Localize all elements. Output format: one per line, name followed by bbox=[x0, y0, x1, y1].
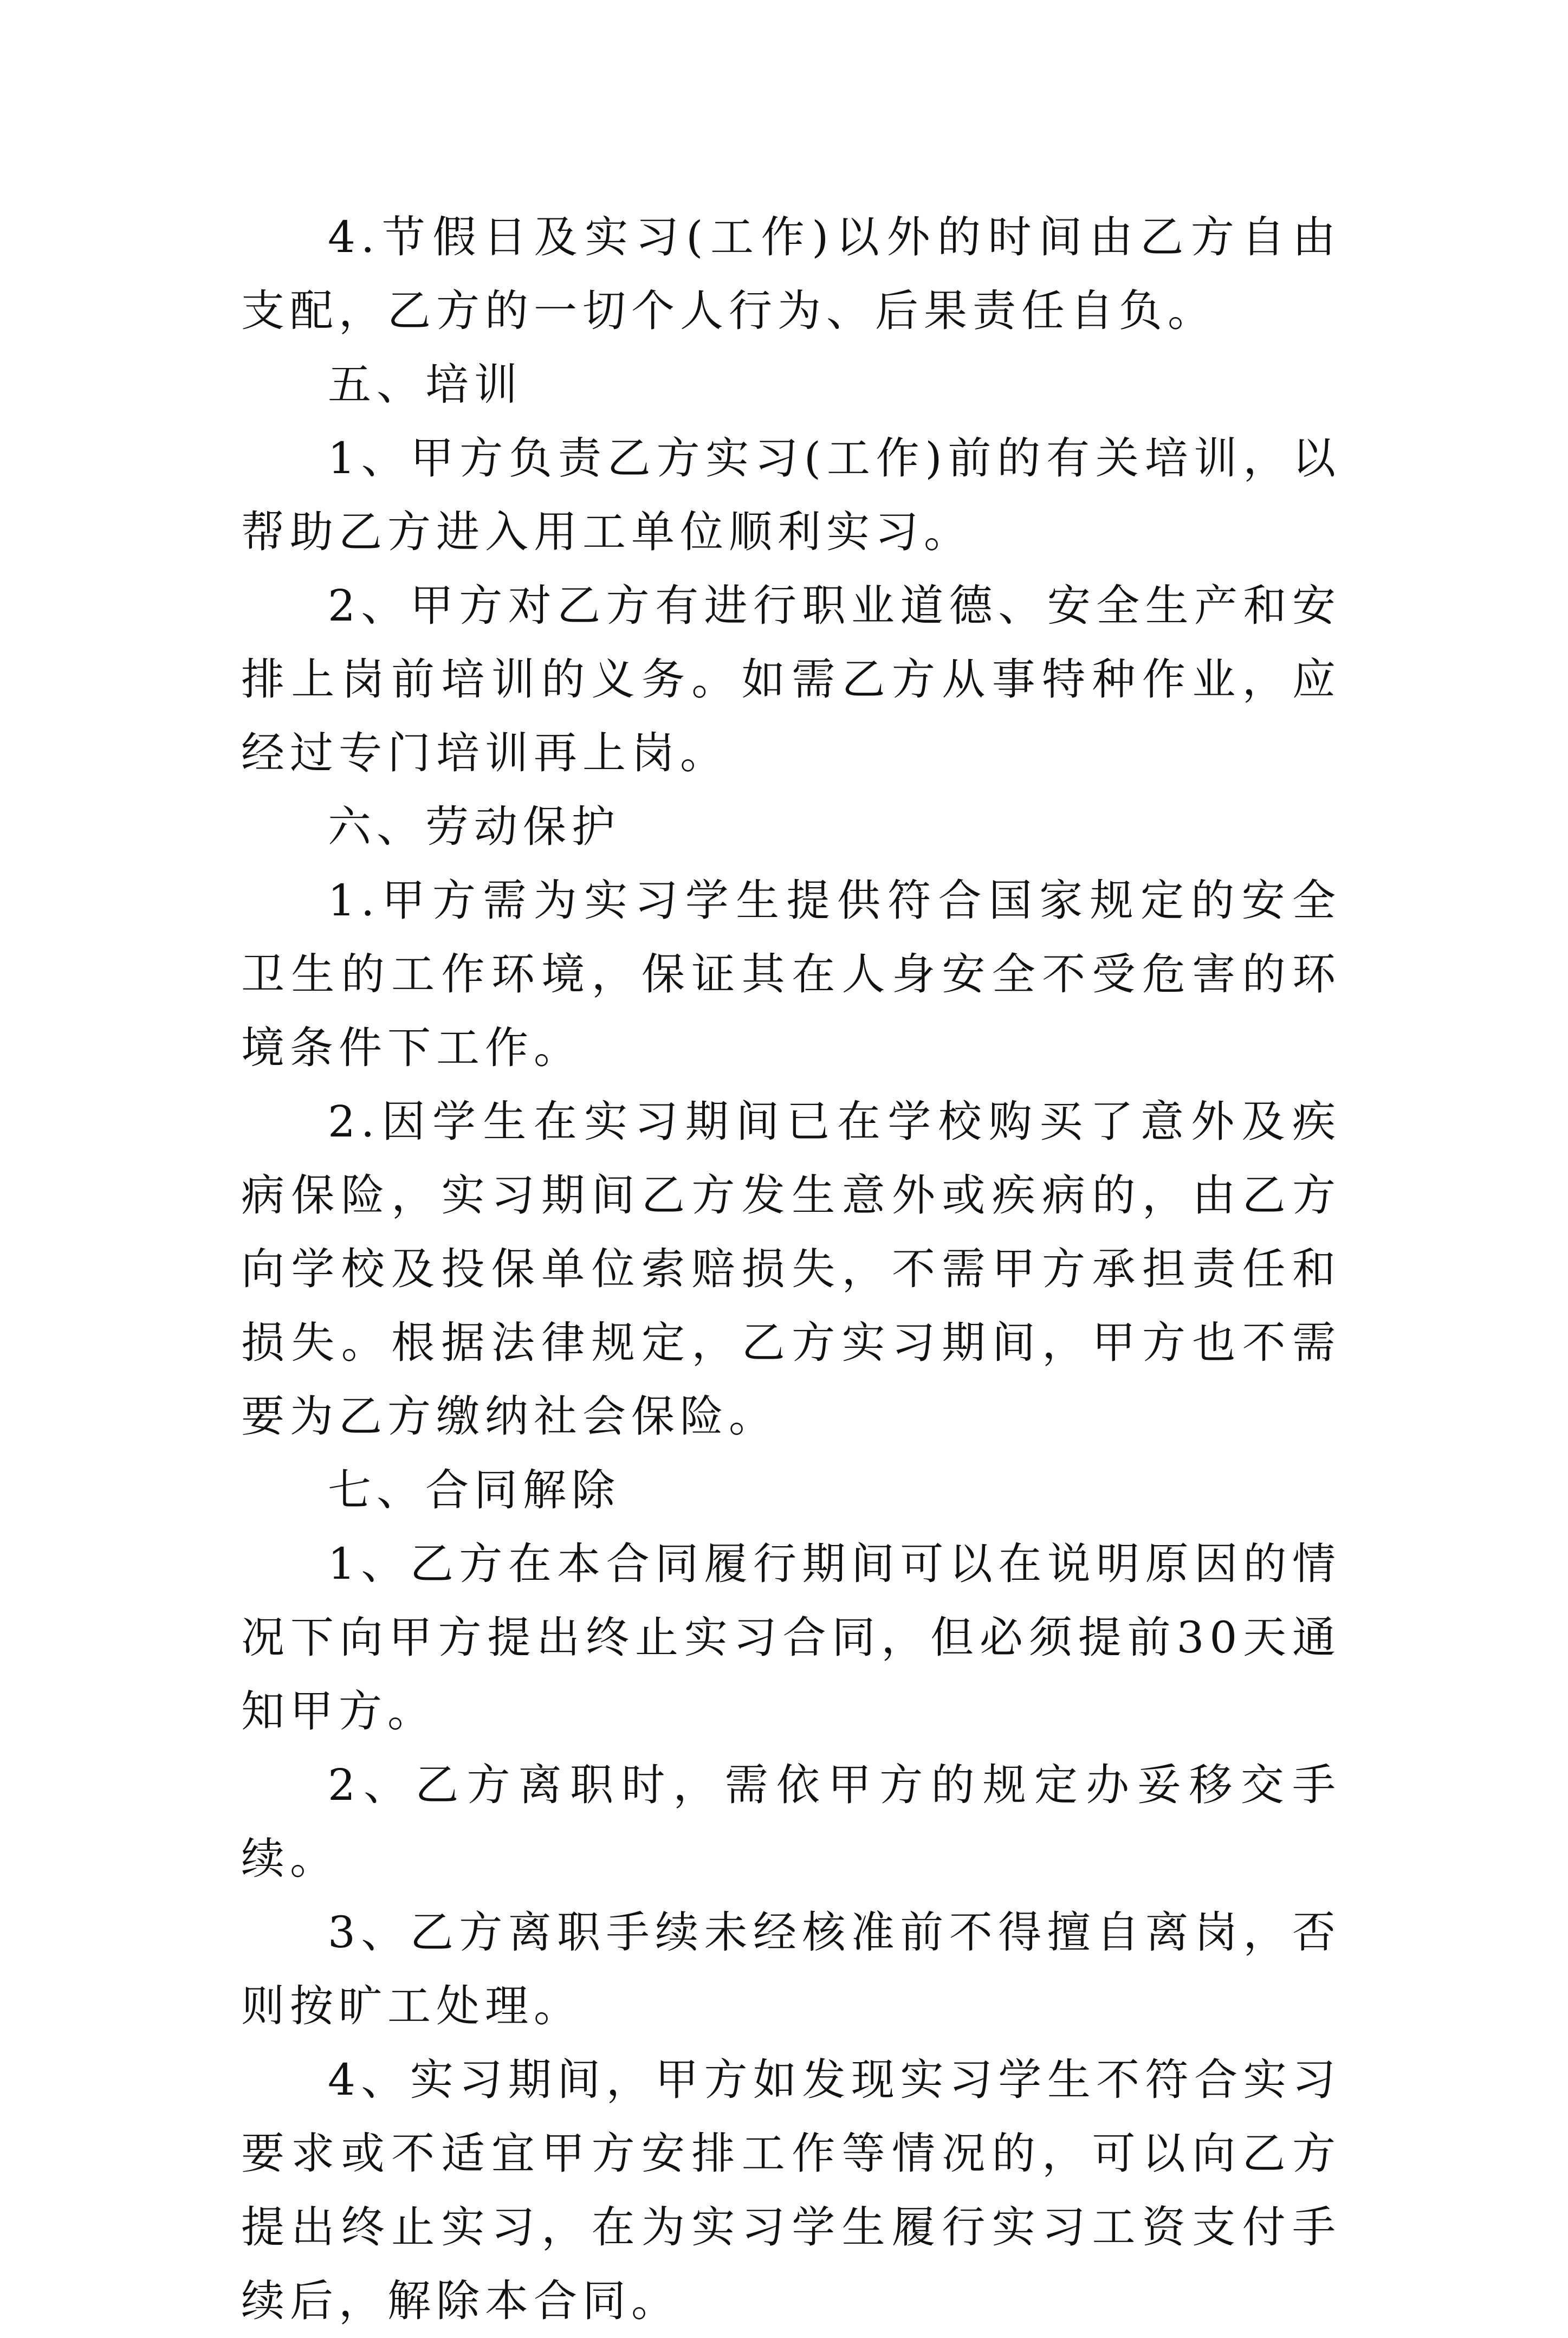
section-heading-contract-termination: 七、合同解除 bbox=[328, 1465, 620, 1515]
paragraph-termination-2: 2、乙方离职时，需依甲方的规定办妥移交手续。 bbox=[241, 1760, 1341, 1884]
section-heading-training: 五、培训 bbox=[328, 359, 523, 410]
section-heading-labor-protection: 六、劳动保护 bbox=[328, 802, 620, 852]
paragraph-training-2: 2、甲方对乙方有进行职业道德、安全生产和安排上岗前培训的义务。如需乙方从事特种作业，应经过专门培训再上岗。 bbox=[241, 580, 1341, 778]
paragraph-protection-2: 2.因学生在实习期间已在学校购买了意外及疾病保险，实习期间乙方发生意外或疾病的，由乙方向学校及投保单位索赔损失，不需甲方承担责任和损失。根据法律规定，乙方实习期间，甲方也不需要为乙方缴纳社会保险。 bbox=[241, 1096, 1341, 1442]
paragraph-termination-1: 1、乙方在本合同履行期间可以在说明原因的情况下向甲方提出终止实习合同，但必须提前30天通知甲方。 bbox=[241, 1539, 1341, 1736]
paragraph-training-1: 1、甲方负责乙方实习(工作)前的有关培训，以帮助乙方进入用工单位顺利实习。 bbox=[241, 433, 1341, 557]
paragraph-termination-3: 3、乙方离职手续未经核准前不得擅自离岗，否则按旷工处理。 bbox=[241, 1907, 1341, 2031]
paragraph-protection-1: 1.甲方需为实习学生提供符合国家规定的安全卫生的工作环境，保证其在人身安全不受危害的环境条件下工作。 bbox=[241, 875, 1341, 1073]
document-body bbox=[241, 201, 1341, 2338]
paragraph-termination-4: 4、实习期间，甲方如发现实习学生不符合实习要求或不适宜甲方安排工作等情况的，可以向乙方提出终止实习，在为实习学生履行实习工资支付手续后，解除本合同。 bbox=[241, 2055, 1341, 2326]
paragraph-holiday-time: 4.节假日及实习(工作)以外的时间由乙方自由支配，乙方的一切个人行为、后果责任自负。 bbox=[241, 212, 1341, 336]
